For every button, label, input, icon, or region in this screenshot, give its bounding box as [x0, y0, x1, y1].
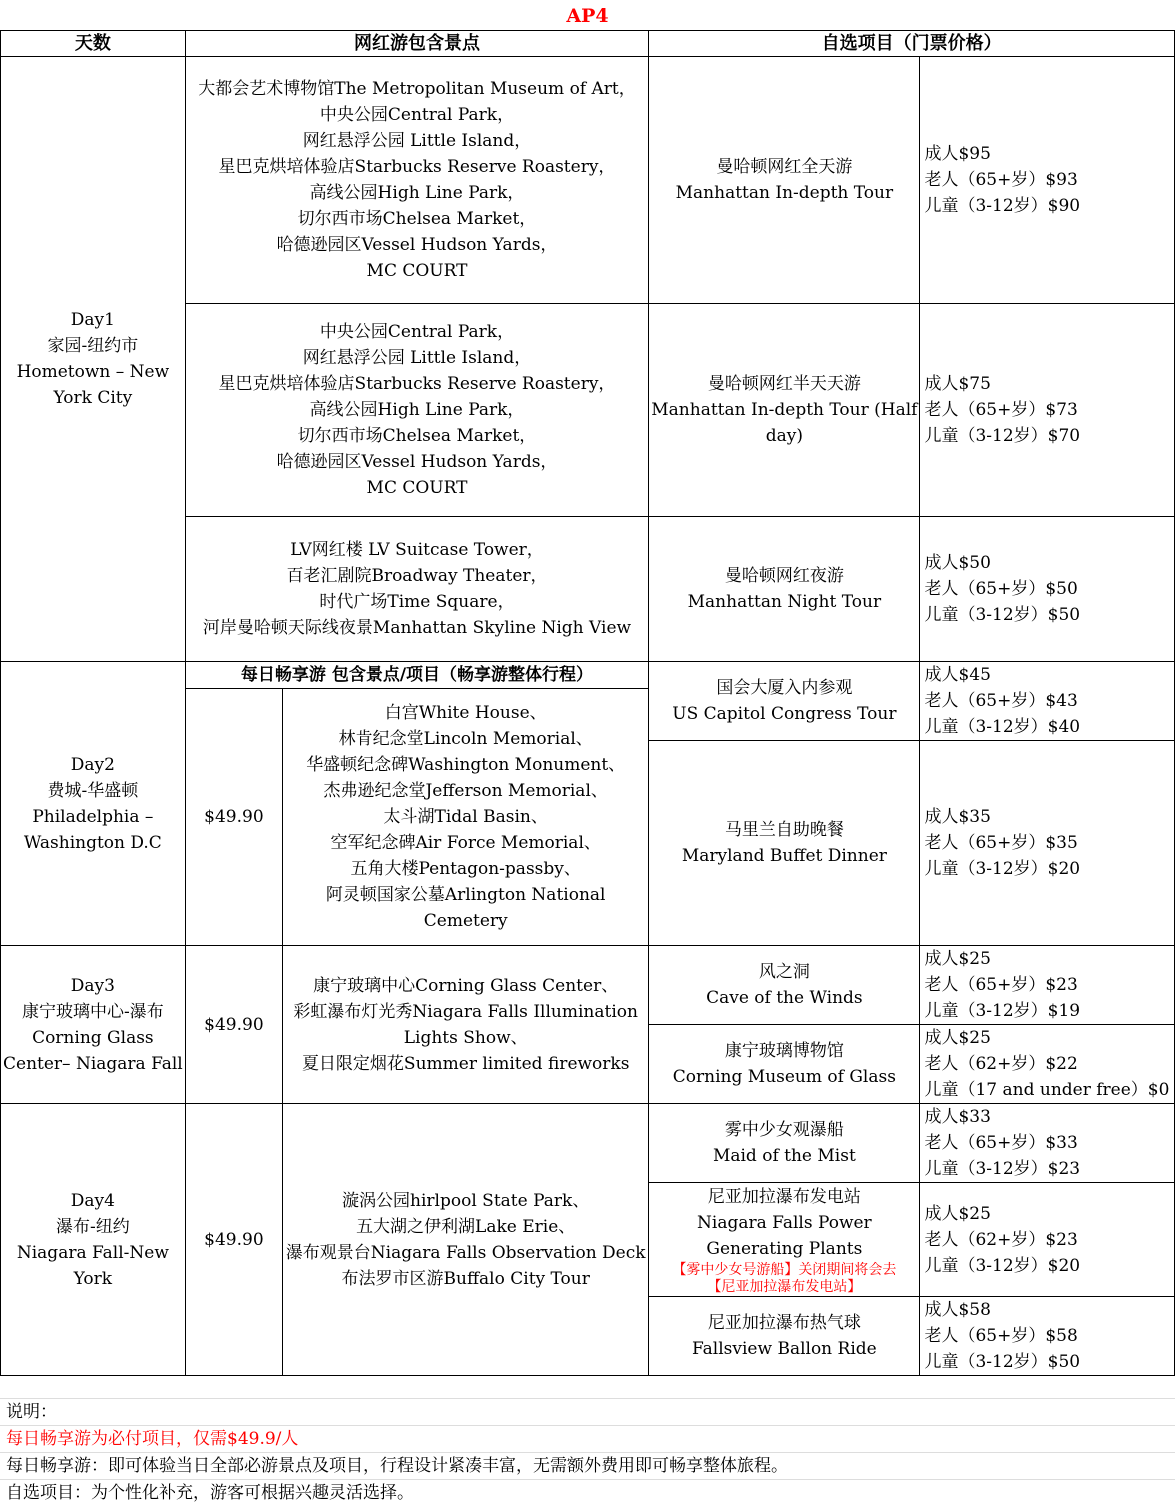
day4-option-2-prices: 成人$25 老人（62+岁）$23 儿童（3-12岁）$20	[920, 1183, 1175, 1297]
day1-tour-1-prices: 成人$95 老人（65+岁）$93 儿童（3-12岁）$90	[920, 57, 1175, 304]
day1-tour-2-prices: 成人$75 老人（65+岁）$73 儿童（3-12岁）$70	[920, 304, 1175, 517]
table-header-row	[1, 31, 1175, 57]
day1-tour-row-1	[1, 57, 1175, 304]
notes-heading: 说明：	[0, 1398, 1175, 1425]
itinerary-table	[0, 30, 1175, 1376]
day2-option-1-name: 国会大厦入内参观 US Capitol Congress Tour	[649, 662, 920, 741]
day4-label: Day4 瀑布-纽约 Niagara Fall-New York	[1, 1104, 186, 1376]
daily-tour-subheader: 每日畅享游 包含景点/项目（畅享游整体行程）	[185, 662, 649, 689]
day3-daily-price: $49.90	[185, 946, 282, 1104]
day2-daily-price: $49.90	[185, 689, 282, 946]
day3-label: Day3 康宁玻璃中心-瀑布 Corning Glass Center– Niagara Fall	[1, 946, 186, 1104]
day1-tour-1-attractions: 大都会艺术博物馆The Metropolitan Museum of Art， 中央公园Central Park， 网红悬浮公园 Little Island， 星巴克烘培体验店Starbucks Reserve Roastery， 高线公园High Line Park， 切尔西市场Chelsea Market， 哈德逊园区Vessel Hudson Yards， MC COURT	[185, 57, 649, 304]
day3-option-1-prices: 成人$25 老人（65+岁）$23 儿童（3-12岁）$19	[920, 946, 1175, 1025]
day4-daily-price: $49.90	[185, 1104, 282, 1376]
day1-tour-2-attractions: 中央公园Central Park， 网红悬浮公园 Little Island， 星巴克烘培体验店Starbucks Reserve Roastery， 高线公园High Line Park， 切尔西市场Chelsea Market， 哈德逊园区Vessel Hudson Yards， MC COURT	[185, 304, 649, 517]
day2-row-1	[1, 662, 1175, 689]
day4-option-2-note: 【雾中少女号游船】关闭期间将会去	[672, 1261, 897, 1278]
day4-row-1	[1, 1104, 1175, 1183]
day4-option-1-prices: 成人$33 老人（65+岁）$33 儿童（3-12岁）$23	[920, 1104, 1175, 1183]
day3-option-2-prices: 成人$25 老人（62+岁）$22 儿童（17 and under free）$0	[920, 1025, 1175, 1104]
day1-tour-3-prices: 成人$50 老人（65+岁）$50 儿童（3-12岁）$50	[920, 517, 1175, 662]
notes-optional-line: 自选项目：为个性化补充，游客可根据兴趣灵活选择。	[0, 1479, 1175, 1506]
notes-required-line: 每日畅享游为必付项目，仅需$49.9/人	[0, 1425, 1175, 1452]
day4-option-3-prices: 成人$58 老人（65+岁）$58 儿童（3-12岁）$50	[920, 1297, 1175, 1376]
day2-option-2-prices: 成人$35 老人（65+岁）$35 儿童（3-12岁）$20	[920, 741, 1175, 946]
header-optional: 自选项目（门票价格）	[649, 31, 1175, 57]
day3-attractions: 康宁玻璃中心Corning Glass Center、 彩虹瀑布灯光秀Niagara Falls Illumination Lights Show、 夏日限定烟花Summer limited fireworks	[283, 946, 649, 1104]
header-days: 天数	[1, 31, 186, 57]
day4-option-2-note-2: 【尼亚加拉瀑布发电站】	[707, 1278, 862, 1295]
day2-attractions: 白宫White House、 林肯纪念堂Lincoln Memorial、 华盛顿纪念碑Washington Monument、 杰弗逊纪念堂Jefferson Memorial、 太斗湖Tidal Basin、 空军纪念碑Air Force Memorial、 五角大楼Pentagon-passby、 阿灵顿国家公墓Arlington National Cemetery	[283, 689, 649, 946]
day1-tour-3-name: 曼哈顿网红夜游 Manhattan Night Tour	[649, 517, 920, 662]
notes-section	[0, 1398, 1175, 1506]
day1-tour-2-name: 曼哈顿网红半天天游 Manhattan In-depth Tour (Half day)	[649, 304, 920, 517]
day3-option-2-name: 康宁玻璃博物馆 Corning Museum of Glass	[649, 1025, 920, 1104]
day4-option-1-name: 雾中少女观瀑船 Maid of the Mist	[649, 1104, 920, 1183]
day4-option-3-name: 尼亚加拉瀑布热气球 Fallsview Ballon Ride	[649, 1297, 920, 1376]
day2-option-1-prices: 成人$45 老人（65+岁）$43 儿童（3-12岁）$40	[920, 662, 1175, 741]
day3-option-1-name: 风之洞 Cave of the Winds	[649, 946, 920, 1025]
day3-row-1	[1, 946, 1175, 1025]
notes-daily-tour-line: 每日畅享游：即可体验当日全部必游景点及项目，行程设计紧凑丰富，无需额外费用即可畅享整体旅程。	[0, 1452, 1175, 1479]
day1-tour-3-attractions: LV网红楼 LV Suitcase Tower， 百老汇剧院Broadway Theater， 时代广场Time Square， 河岸曼哈顿天际线夜景Manhattan Skyline Nigh View	[185, 517, 649, 662]
day4-option-2-name: 尼亚加拉瀑布发电站 Niagara Falls Power Generating Plants 【雾中少女号游船】关闭期间将会去 【尼亚加拉瀑布发电站】	[649, 1183, 920, 1297]
page-title: AP4	[566, 5, 609, 27]
day1-tour-1-name: 曼哈顿网红全天游 Manhattan In-depth Tour	[649, 57, 920, 304]
day2-option-2-name: 马里兰自助晚餐 Maryland Buffet Dinner	[649, 741, 920, 946]
day1-label: Day1 家园-纽约市 Hometown – New York City	[1, 57, 186, 662]
day4-attractions: 漩涡公园hirlpool State Park、 五大湖之伊利湖Lake Erie、 瀑布观景台Niagara Falls Observation Deck 布法罗市区游Buffalo City Tour	[283, 1104, 649, 1376]
day2-label: Day2 费城-华盛顿 Philadelphia – Washington D.C	[1, 662, 186, 946]
header-attractions: 网红游包含景点	[185, 31, 649, 57]
